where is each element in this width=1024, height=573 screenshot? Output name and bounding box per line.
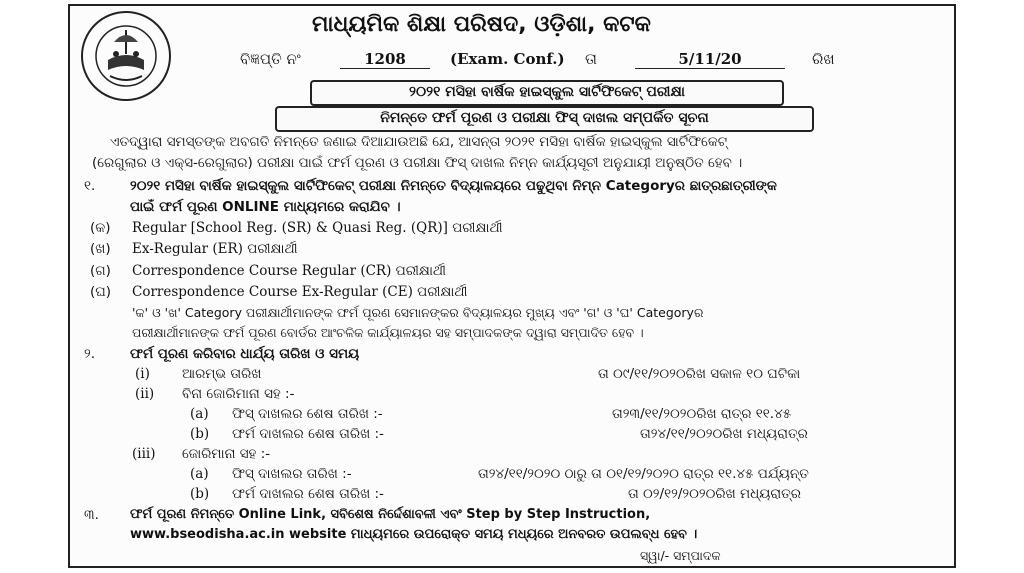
item-ka-text: Regular [School Reg. (SR) & Quasi Reg. (QR)] ପରୀକ୍ଷାର୍ଥୀ	[132, 220, 503, 236]
section3-number: ୩.	[84, 507, 99, 523]
signature: ସ୍ୱା/- ସମ୍ପାଦକ	[640, 548, 721, 563]
board-title: ମାଧ୍ୟମିକ ଶିକ୍ଷା ପରିଷଦ, ଓଡ଼ିଶା, କଟକ	[312, 12, 651, 37]
board-seal-logo	[80, 10, 172, 102]
section1-note-1: 'କ' ଓ 'ଖ' Category ପରୀକ୍ଷାର୍ଥୀମାନଙ୍କ ଫର୍ମ ପୂରଣ ସେମାନଙ୍କର ବିଦ୍ୟାଳୟର ମୁଖ୍ୟ ଏବଂ 'ଗ' ଓ 'ଘ' Categoryର	[132, 305, 704, 320]
s2-ii-b-label: ଫର୍ମ ଦାଖଲର ଶେଷ ତାରିଖ :-	[232, 426, 384, 442]
item-kha-marker: (ଖ)	[90, 241, 111, 257]
item-ga-marker: (ଗ)	[90, 263, 111, 279]
s2-ii-b-marker: (b)	[190, 426, 210, 442]
section1-line-1: ୨୦୨୧ ମସିହା ବାର୍ଷିକ ହାଇସ୍କୁଲ ସାର୍ଟିଫିକେଟ୍ ପରୀକ୍ଷା ନିମନ୍ତେ ବିଦ୍ୟାଳୟରେ ପଢୁଥିବା ନିମ୍ନ Categoryର ଛାତ୍ରଛାତ୍ରୀଙ୍କ	[130, 178, 777, 194]
item-ga-text: Correspondence Course Regular (CR) ପରୀକ୍ଷାର୍ଥୀ	[132, 263, 446, 279]
section3-line-1: ଫର୍ମ ପୂରଣ ନିମନ୍ତେ Online Link, ସବିଶେଷ ନିର୍ଦ୍ଦେଶାବଳୀ ଏବଂ Step by Step Instruction,	[130, 507, 651, 522]
s2-iii-marker: (iii)	[132, 446, 156, 462]
s2-iii-b-label: ଫର୍ମ ଦାଖଲର ଶେଷ ତାରିଖ :-	[232, 486, 384, 502]
s2-iii-a-label: ଫିସ୍ ଦାଖଲର ତାରିଖ :-	[232, 466, 352, 482]
s2-ii-marker: (ii)	[135, 386, 155, 402]
s2-i-value: ତା ୦୯/୧୧/୨୦୨୦ରିଖ ସକାଳ ୧୦ ଘଟିକା	[598, 366, 801, 382]
intro-line-1: ଏତଦ୍ୱାରା ସମସ୍ତଙ୍କ ଅବଗତି ନିମନ୍ତେ ଜଣାଇ ଦିଆଯାଉଅଛି ଯେ, ଆସନ୍ତା ୨୦୨୧ ମସିହା ବାର୍ଷିକ ହାଇସ୍କୁଲ ସାର୍ଟିଫିକେଟ୍	[110, 134, 728, 150]
s2-iii-label: ଜୋରିମାନା ସହ :-	[182, 446, 271, 462]
banner-subject: ନିମନ୍ତେ ଫର୍ମ ପୂରଣ ଓ ପରୀକ୍ଷା ଫିସ୍ ଦାଖଲ ସମ୍ପର୍କିତ ସୂଚନା	[275, 106, 814, 132]
s2-ii-b-value: ତା୨୪/୧୧/୨୦୨୦ରିଖ ମଧ୍ୟରାତ୍ର	[640, 426, 808, 442]
s2-ii-label: ବିନା ଜୋରିମାନା ସହ :-	[182, 386, 295, 402]
s2-iii-b-value: ତା ୦୨/୧୨/୨୦୨୦ରିଖ ମଧ୍ୟରାତ୍ର	[628, 486, 801, 502]
section1-note-2: ପରୀକ୍ଷାର୍ଥୀମାନଙ୍କ ଫର୍ମ ପୂରଣ ବୋର୍ଡର ଆଂଚଳିକ କାର୍ଯ୍ୟାଳୟର ସହ ସମ୍ପାଦକଙ୍କ ଦ୍ୱାରା ସମ୍ପାଦିତ ହେବ ।	[132, 325, 644, 340]
banner-exam: ୨୦୨୧ ମସିହା ବାର୍ଷିକ ହାଇସ୍କୁଲ ସାର୍ଟିଫିକେଟ୍ ପରୀକ୍ଷା	[310, 80, 784, 106]
item-gha-marker: (ଘ)	[90, 284, 111, 300]
date-prefix: ତା	[585, 50, 597, 68]
section3-line-2: www.bseodisha.ac.in website ମାଧ୍ୟମରେ ଉପରୋକ୍ତ ସମୟ ମଧ୍ୟରେ ଅନବରତ ଉପଲବ୍ଧ ହେବ ।	[130, 527, 698, 542]
date-suffix: ରିଖ	[812, 50, 835, 68]
notice-number: 1208	[340, 50, 430, 69]
intro-line-2: (ରେଗୁଲାର ଓ ଏକ୍ସ-ରେଗୁଲାର) ପରୀକ୍ଷା ପାଇଁ ଫର୍ମ ପୂରଣ ଓ ପରୀକ୍ଷା ଫିସ୍ ଦାଖଲ ନିମ୍ନ କାର୍ଯ୍ୟସୂଚୀ ଅନୁଯାୟୀ ଅନୁଷ୍ଠିତ ହେବ ।	[92, 155, 743, 171]
s2-ii-a-marker: (a)	[190, 406, 209, 422]
s2-iii-a-value: ତା୨୪/୧୧/୨୦୨୦ ଠାରୁ ତା ୦୧/୧୨/୨୦୨୦ ରାତ୍ର ୧୧.୪୫ ପର୍ଯ୍ୟନ୍ତ	[478, 466, 809, 482]
section1-number: ୧.	[84, 178, 96, 194]
item-ka-marker: (କ)	[90, 220, 111, 236]
section2-heading: ଫର୍ମ ପୂରଣ କରିବାର ଧାର୍ଯ୍ୟ ତାରିଖ ଓ ସମୟ	[130, 346, 360, 362]
s2-iii-b-marker: (b)	[190, 486, 210, 502]
s2-iii-a-marker: (a)	[190, 466, 209, 482]
s2-ii-a-label: ଫିସ୍ ଦାଖଲର ଶେଷ ତାରିଖ :-	[232, 406, 383, 422]
date-value: 5/11/20	[635, 50, 785, 69]
s2-i-label: ଆରମ୍ଭ ତାରିଖ	[182, 366, 262, 382]
s2-ii-a-value: ତା୨୩/୧୧/୨୦୨୦ରିଖ ରାତ୍ର ୧୧.୪୫	[612, 406, 792, 422]
s2-i-marker: (i)	[135, 366, 150, 382]
section1-line-2: ପାଇଁ ଫର୍ମ ପୂରଣ ONLINE ମାଧ୍ୟମରେ କରାଯିବ ।	[130, 199, 401, 215]
item-kha-text: Ex-Regular (ER) ପରୀକ୍ଷାର୍ଥୀ	[132, 241, 298, 257]
section2-number: ୨.	[84, 346, 96, 362]
notice-type: (Exam. Conf.)	[450, 50, 565, 68]
item-gha-text: Correspondence Course Ex-Regular (CE) ପରୀକ୍ଷାର୍ଥୀ	[132, 284, 468, 300]
notice-prefix: ବିଜ୍ଞପ୍ତି ନଂ	[240, 50, 301, 68]
